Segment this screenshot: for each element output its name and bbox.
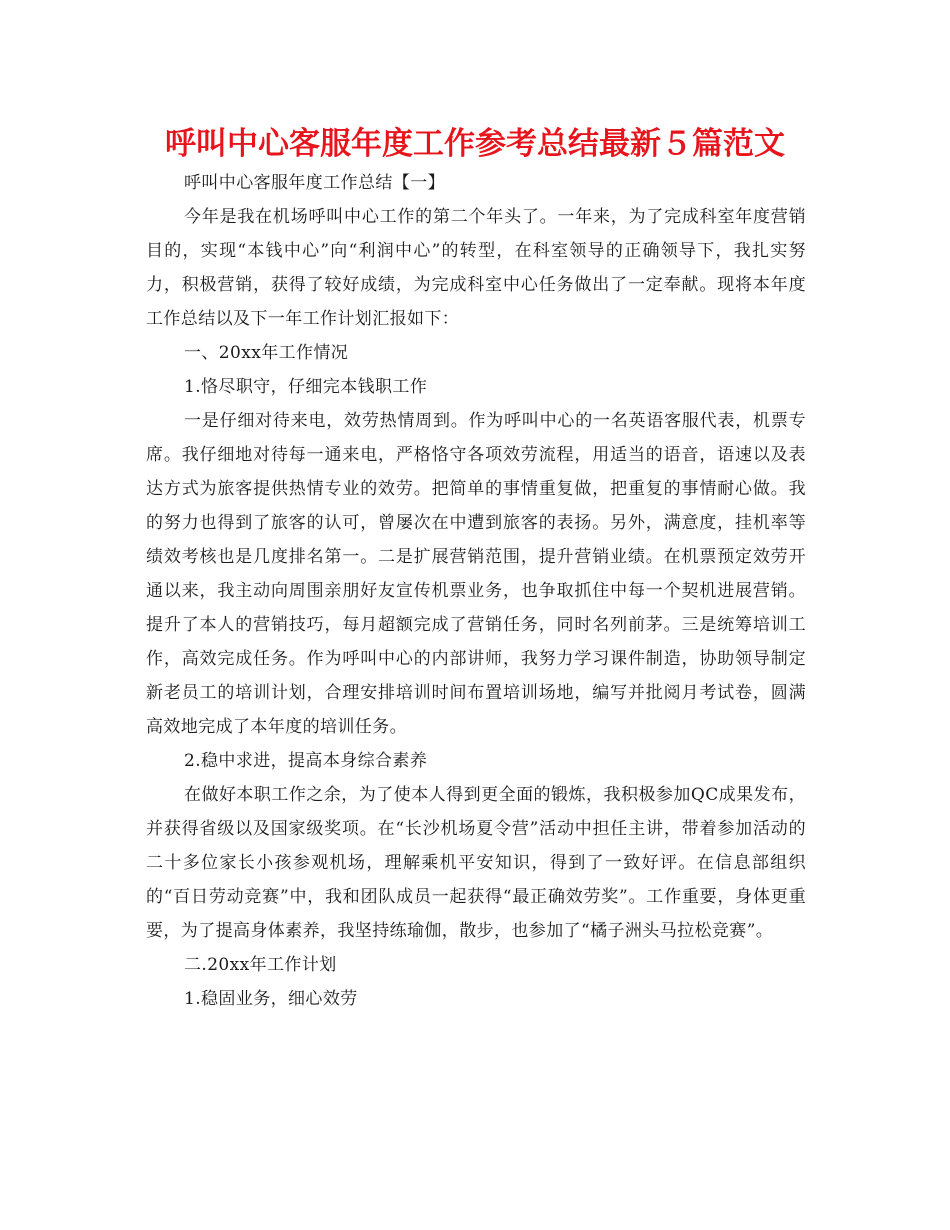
section-heading: 二.20xx年工作计划: [184, 955, 337, 975]
document-title: 呼叫中心客服年度工作参考总结最新５篇范文: [165, 126, 785, 162]
paragraph: 在做好本职工作之余，为了使本人得到更全面的锻炼，我积极参加QC成果发布，并获得省级以及国家级奖项。在“长沙机场夏令营”活动中担任主讲，带着参加活动的二十多位家长小孩参观机场，理解乘机平安知识，得到了一致好评。在信息部组织的“百日劳动竞赛”中，我和团队成员一起获得“最正确效劳奖”。工作重要，身体更重要，为了提高身体素养，我坚持练瑜伽，散步，也参加了“橘子洲头马拉松竞赛”。: [146, 785, 806, 941]
subsection-heading: 1.稳固业务，细心效劳: [184, 989, 358, 1009]
document-body: [146, 166, 806, 1016]
paragraph: 一是仔细对待来电，效劳热情周到。作为呼叫中心的一名英语客服代表，机票专席。我仔细地对待每一通来电，严格恪守各项效劳流程，用适当的语音，语速以及表达方式为旅客提供热情专业的效劳。把简单的事情重复做，把重复的事情耐心做。我的努力也得到了旅客的认可，曾屡次在中遭到旅客的表扬。另外，满意度，挂机率等绩效考核也是几度排名第一。二是扩展营销范围，提升营销业绩。在机票预定效劳开通以来，我主动向周围亲朋好友宣传机票业务，也争取抓住中每一个契机进展营销。提升了本人的营销技巧，每月超额完成了营销任务，同时名列前茅。三是统筹培训工作，高效完成任务。作为呼叫中心的内部讲师，我努力学习课件制造，协助领导制定新老员工的培训计划，合理安排培训时间布置培训场地，编写并批阅月考试卷，圆满高效地完成了本年度的培训任务。: [146, 411, 806, 737]
section-heading: 一、20xx年工作情况: [184, 343, 349, 363]
paragraph: 今年是我在机场呼叫中心工作的第二个年头了。一年来，为了完成科室年度营销目的，实现“本钱中心”向“利润中心”的转型，在科室领导的正确领导下，我扎实努力，积极营销，获得了较好成绩，为完成科室中心任务做出了一定奉献。现将本年度工作总结以及下一年工作计划汇报如下：: [146, 207, 806, 329]
subsection-heading: 2.稳中求进，提高本身综合素养: [184, 751, 428, 771]
section-heading: 呼叫中心客服年度工作总结【一】: [184, 173, 445, 193]
subsection-heading: 1.恪尽职守，仔细完本钱职工作: [184, 377, 428, 397]
